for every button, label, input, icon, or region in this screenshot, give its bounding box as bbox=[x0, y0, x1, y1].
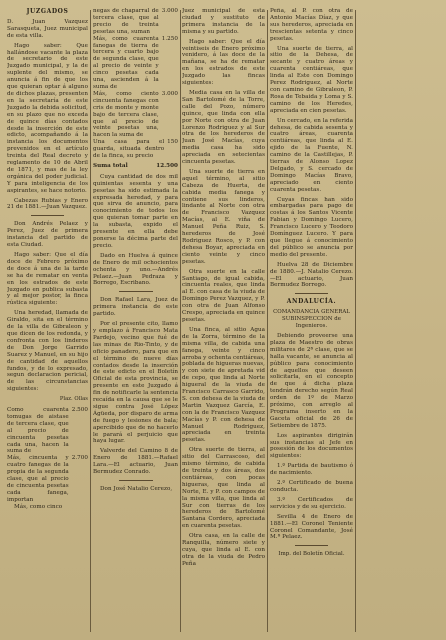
paragraph: 2.º Certificado de buena conducta. bbox=[270, 480, 353, 493]
divider bbox=[295, 293, 328, 294]
column-4 bbox=[270, 8, 353, 634]
item-text: Más, como ciento cincuenta fanegas con cris de monte y monte bajo de tercera clase, que al precio de veinte pesetas una, hacen la suma de bbox=[93, 90, 159, 139]
paragraph: Otra suerte de tierra, al sitio del Carrascoso, del mismo término, de cabida de treinta y dos áreas, dos centiáreas, con pocas higueras, que linda al Norte, E. y P. con campos de la misma villa, que linda al Sur con tierras de los herederos de Bartolomé Santana Cordero, apreciada en cuarenta pesetas. bbox=[182, 447, 265, 530]
paragraph: Media casa en la villa de San Bartolomé de la Torre, calle del Pozo, número quince, que linda con ella por Norte con otra de Juan Lorenzo Rodriguez y al Sur otra de los herederos de Juan José Macías, cuya media casa ha sido apreciada en setecientas cincuenta pesetas. bbox=[182, 89, 265, 166]
column-2 bbox=[93, 8, 178, 634]
paragraph: Una suerte de tierra, al sitio de la Dehesa, de secante y cuatro áreas y cuarenta centiáreas, que linda al Este con Domingo Perez Rodriguez, al Norte con camino de Gibraleon, P. Rosa de Tebaida y Loma y S. camino de los Heredes, apreciada en cien pesetas. bbox=[270, 45, 353, 114]
item-text: Más, como cuarenta fanegas de tierra de tercera y cuarto bajo de segunda clase, que al precio de veinte y cinco pesetas cada una, ascienden á la suma de bbox=[93, 35, 159, 90]
item-value: 1.250 bbox=[161, 35, 178, 42]
section-heading: JUZGADOS bbox=[26, 8, 69, 15]
column-1 bbox=[7, 8, 88, 634]
signature-line: Plaz. Ollas bbox=[59, 396, 88, 403]
paragraph: Los aspirantes dirigirán sus instancias al Jefe en posesión de los documentos siguientes: bbox=[270, 432, 353, 460]
paragraph: Cabezas Rubias y Enero 21 de 1881.—Juan Vazquez. bbox=[7, 197, 88, 211]
paragraph: Un cercado, en la referida dehesa, de cabida sesenta y cuatro áreas, cuarenta centiáreas, que linda al E. ejido de la Fuente, N. camino de la Castillejas, P. tierras de Alonso Lopez Delgado, y S. cercado de Domingo Macías Bravo, apreciado en ciento cuarenta pesetas. bbox=[270, 117, 353, 193]
paragraph: Don Andrés Pelaez y Perez, Juez de primera instancia del partido de esta Ciudad. bbox=[7, 221, 88, 249]
valuation-item bbox=[93, 91, 178, 139]
section-heading: ANDALUCÍA. bbox=[286, 298, 337, 306]
total-value: 12.500 bbox=[156, 162, 178, 169]
valuation-item bbox=[93, 139, 178, 160]
total-row bbox=[93, 163, 178, 170]
column-rule bbox=[355, 10, 356, 632]
item-text: Una casa para el guarda, situada dentro de la finca, su precio bbox=[93, 139, 165, 160]
item-text: negas de chaparral de tercera clase, que al precio de treinta pesetas una, suman bbox=[93, 8, 159, 35]
divider bbox=[31, 215, 63, 216]
column-rule bbox=[180, 10, 181, 632]
paragraph: Hago saber: Que hallándose vacante la plaza de secretario de este Juzgado municipal, y la de suplente del mismo, se anuncia á fin de que los que quieran optar á alguno de dichos plazas, presenten en la secretaría de este Juzgado la debida solicitud, en su plazo que no exceda de quince días contados desde la inserción de este edicto, acompañando á la instancia los documentos prevenidos en el artículo treinta del Real decreto y reglamento de 10 de Abril de 1871, y mas de la ley orgánica del poder judicial. Y para inteligencia de los aspirantes, se hace notorio. bbox=[7, 42, 88, 194]
paragraph: Don José Natalio Cerezo, bbox=[100, 486, 173, 492]
item-value: 150 bbox=[167, 139, 178, 146]
paragraph: Valverde del Camino 8 de Enero de 1881.—Rafael Lara.—El actuario, Juan Bermudez Conrado. bbox=[93, 448, 178, 476]
item-text: Más, cincuenta y cuatro fanegas de la propia de la segunda clase, que al precio de cincuenta pesetas cada fanega, importan bbox=[7, 455, 69, 503]
column-rule bbox=[90, 10, 91, 632]
paragraph: Más, como cinco bbox=[14, 503, 63, 510]
column-rule bbox=[267, 10, 268, 632]
valuation-item bbox=[93, 8, 178, 36]
valuation-item bbox=[7, 455, 88, 503]
paragraph: 3.º Certificados de servicios y de su ejercicio. bbox=[270, 496, 353, 510]
paragraph: Hago saber: Que el día doce de Febrero próximo de doce á una de la tarde se ha de rematar en venta en los estrados de este Juzgado en publica subasta y al mejor postor, la finca rústica siguiente: bbox=[7, 252, 88, 307]
paragraph: Otra casa, en la calle de Ranquilla, número siete y cuya, que linda al E. con otra de la viuda de Pedro Peña bbox=[182, 533, 265, 567]
valuation-item bbox=[93, 36, 178, 91]
paragraph: D. Juan Vazquez Sarasqueta, Juez municipal de esta villa. bbox=[7, 18, 88, 39]
paragraph: Una finca, al sitio Agua de la Zorra, término de la misma villa, de cabida una fanega, veinte y cinco arroba y ochenta centiáreas, poblada de higueras nuevas, y con siete de apretada vid de cepo, que linda al Norte higueral de la viuda de Francisco Carrasco Garrido, S. con dehesa de la viuda de Martin Vazquez García, E. con la de Francisco Vazquez Macías y P. con dehesa de Manuel Rodriguez, apreciada en treinta pesetas. bbox=[182, 326, 265, 444]
paragraph: Juez municipal de esta ciudad y sustituto de primera instancia de la misma y su partido. bbox=[182, 8, 265, 35]
paragraph: Una suerte de tierra en aquel término, al sitio Cabeza de Huerta, de cabida media fanega y contiene sus linderos, lindante al Norte con otra de Francisco Vazquez Macías, al E. viña de Manuel Peña Ruiz, S. herederos de José Rodriguez Rosco, y P. con dehesa Boyar, apreciada en ciento veinte y cinco pesetas. bbox=[182, 168, 265, 265]
item-value: 2.700 bbox=[71, 455, 88, 462]
paragraph: Sevilla 4 de Enero de 1881.—El Coronel Teniente Coronel Comandante, José M.ª Pelaez. bbox=[270, 513, 353, 541]
paragraph: Dado en Huelva á quince de Enero de mil ochocientos ochenta y uno.—Andrés Pelaez.—Juan Pedraza y Borrego, Escribano. bbox=[93, 252, 178, 287]
paragraph: Cuyas fincas han sido embargadas para pago de costas á los Santos Vicente Fabian y Domingo Lucero, Francisco Lucero y Teodoro Domínguez Lucero. Y para que llegue á conocimiento del público se anuncia por medio del presente. bbox=[270, 196, 353, 258]
total-label: Suma total bbox=[93, 162, 128, 169]
divider bbox=[119, 480, 153, 481]
column-3 bbox=[182, 8, 265, 634]
paragraph: Don Rafael Lara, Juez de primera instancia de este partido. bbox=[93, 297, 178, 318]
section-subheading: COMANDANCIA GENERAL SUBINSPECCION de Ingenieros. bbox=[273, 309, 350, 330]
valuation-item bbox=[7, 407, 88, 455]
paragraph: Cuya cantidad de dos mil quinientas sesenta y una pesetas ha sido estimada la expresada heredad, y para que sirva de anuncio, para conocimiento de todos los que quieran tomar parte en la subasta, expido el presente en ella debe ponerse la décima parte del precio. bbox=[93, 173, 178, 249]
paragraph: 1.º Partida de bautismo ó de nacimiento. bbox=[270, 463, 353, 477]
item-text: Como cuarenta tomugas de aistase de tercera clase, que al precio de cincuenta pesetas cada una, hacen la suma de bbox=[7, 407, 69, 455]
paragraph: Peña, al P. con otra de Antonio Macías Díaz, y que sus herederos, apreciada en trescientas setenta y cinco pesetas. bbox=[270, 8, 353, 42]
paragraph: Por el presente cito, llamo y emplazo á Francisco Mata Pardejo, vecino que fué de las minas de Rio-Tinto, y de oficio panadero, para que en el término de nueve días contados desde la inserción de este edicto en el Boletín Oficial de esta provincia, se presente en este Juzgado á fin de notificarle la sentencia recaída en la causa que se le sigue contra José López Ágüeda, por disparo de arma de fuego y lesiones de bala; apercibido que de no hacerlo le parará el perjuicio que haya lugar. bbox=[93, 321, 178, 445]
item-value: 2.500 bbox=[71, 407, 88, 414]
divider bbox=[295, 545, 328, 546]
paragraph: Debiendo proveerse una plaza de Maestro de obras militares de 2ª clase, que se halla vacante, se anuncia al público para conocimiento de aquellos que deseen solicitarla, en el concepto de que á dicha plaza tendrán derecho según Real orden de 1º de Marzo próximo, con arreglo al Programa inserto en la Gaceta oficial de 26 de Setiembre de 1875. bbox=[270, 332, 353, 429]
paragraph: Hago saber: Que el día veintiseis de Enero próximo venidero, á las doce de la mañana, se ha de rematar en los estrados de este Juzgado las fincas siguientes: bbox=[182, 38, 265, 87]
item-value: 3.000 bbox=[161, 8, 178, 14]
paragraph: Una heredad, llamada de Giraldo, sita en el término de la villa de Gibraleon y que dicen de los redonda, y confronta con los linderos de Don Jorge Garrido Suarez y Manuel, en su hijo de cantidad de aquellos fundos, y de lo expresado, segun declaracion pericial, de las circunstancias siguientes: bbox=[7, 310, 88, 393]
imprint: Imp. del Boletín Oficial. bbox=[278, 551, 345, 558]
paragraph: Otra suerte en la calle Santiago, de igual cabida, cincuenta reales, que linda al E. con casa de la viuda de Domingo Perez Vazquez, y P. con otra de Juan Alfonso Crespo, apreciada en quince pesetas. bbox=[182, 268, 265, 323]
divider bbox=[119, 291, 153, 292]
item-value: 3.000 bbox=[161, 90, 178, 97]
paragraph: Huelva 28 de Diciembre de 1880.—J. Natalio Cerezo.—El actuario, Juan Bermudez Borrego. bbox=[270, 261, 353, 289]
